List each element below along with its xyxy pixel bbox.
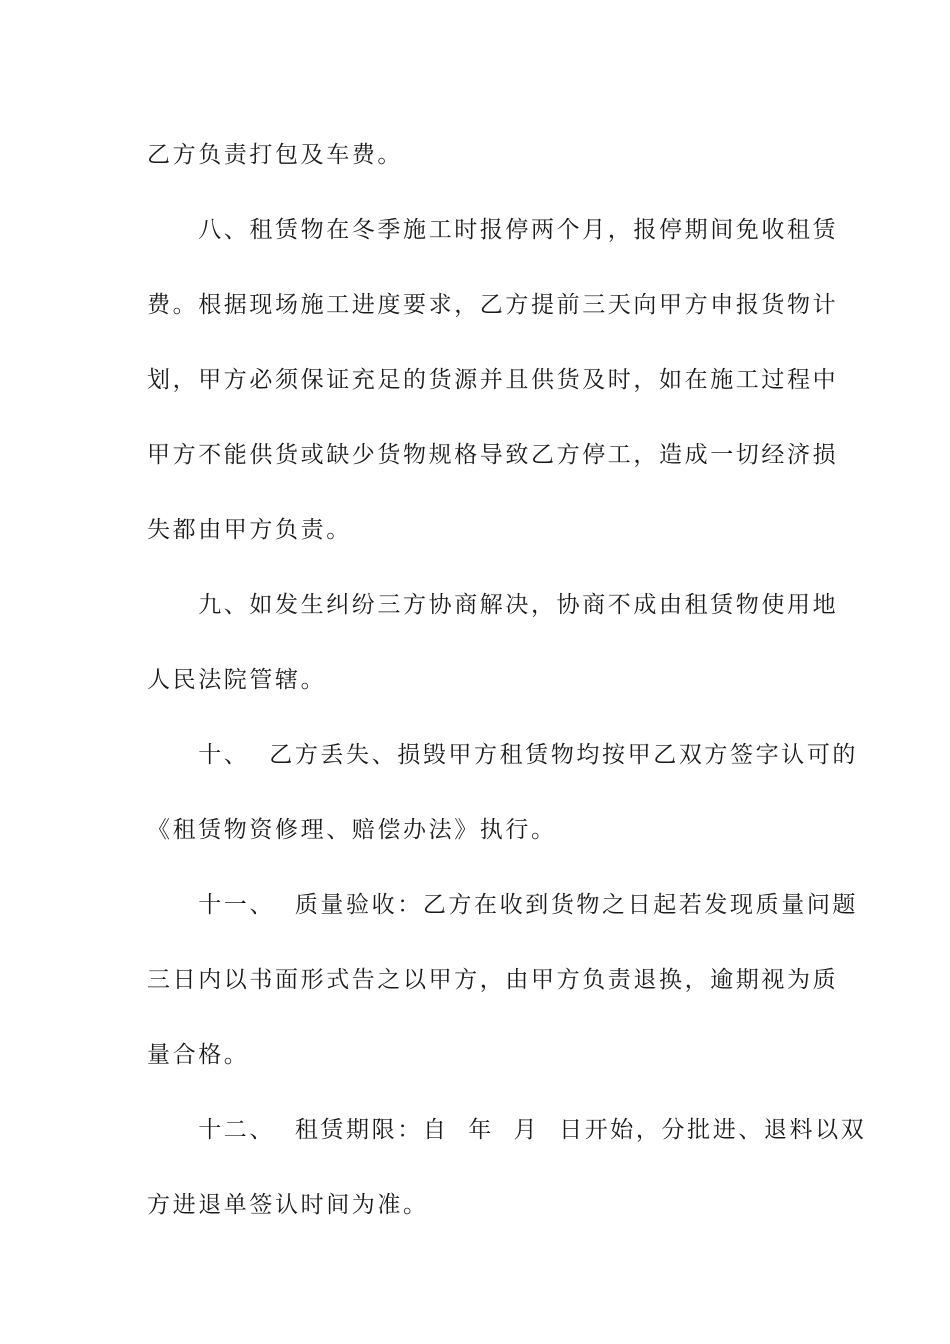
text-line: 三日内以书面形式告之以甲方，由甲方负责退换，逾期视为质 bbox=[147, 967, 839, 993]
text-line: 量合格。 bbox=[147, 1042, 250, 1068]
text-line: 十二、 租赁期限：自 年 月 日开始，分批进、退料以双 bbox=[147, 1117, 867, 1143]
text-line: 乙方负责打包及车费。 bbox=[147, 142, 403, 168]
text-line: 失都由甲方负责。 bbox=[147, 517, 352, 543]
text-line: 划，甲方必须保证充足的货源并且供货及时，如在施工过程中 bbox=[147, 367, 839, 393]
text-line: 十、 乙方丢失、损毁甲方租赁物均按甲乙双方签字认可的 bbox=[147, 742, 859, 768]
text-line: 《租赁物资修理、赔偿办法》执行。 bbox=[147, 817, 557, 843]
text-line: 费。根据现场施工进度要求，乙方提前三天向甲方申报货物计 bbox=[147, 292, 839, 318]
text-line: 九、如发生纠纷三方协商解决，协商不成由租赁物使用地 bbox=[147, 592, 839, 618]
text-line: 方进退单签认时间为准。 bbox=[147, 1192, 429, 1218]
text-line: 十一、 质量验收：乙方在收到货物之日起若发现质量问题 bbox=[147, 892, 859, 918]
text-line: 甲方不能供货或缺少货物规格导致乙方停工，造成一切经济损 bbox=[147, 442, 839, 468]
text-line: 八、租赁物在冬季施工时报停两个月，报停期间免收租赁 bbox=[147, 217, 839, 243]
text-line: 人民法院管辖。 bbox=[147, 667, 327, 693]
